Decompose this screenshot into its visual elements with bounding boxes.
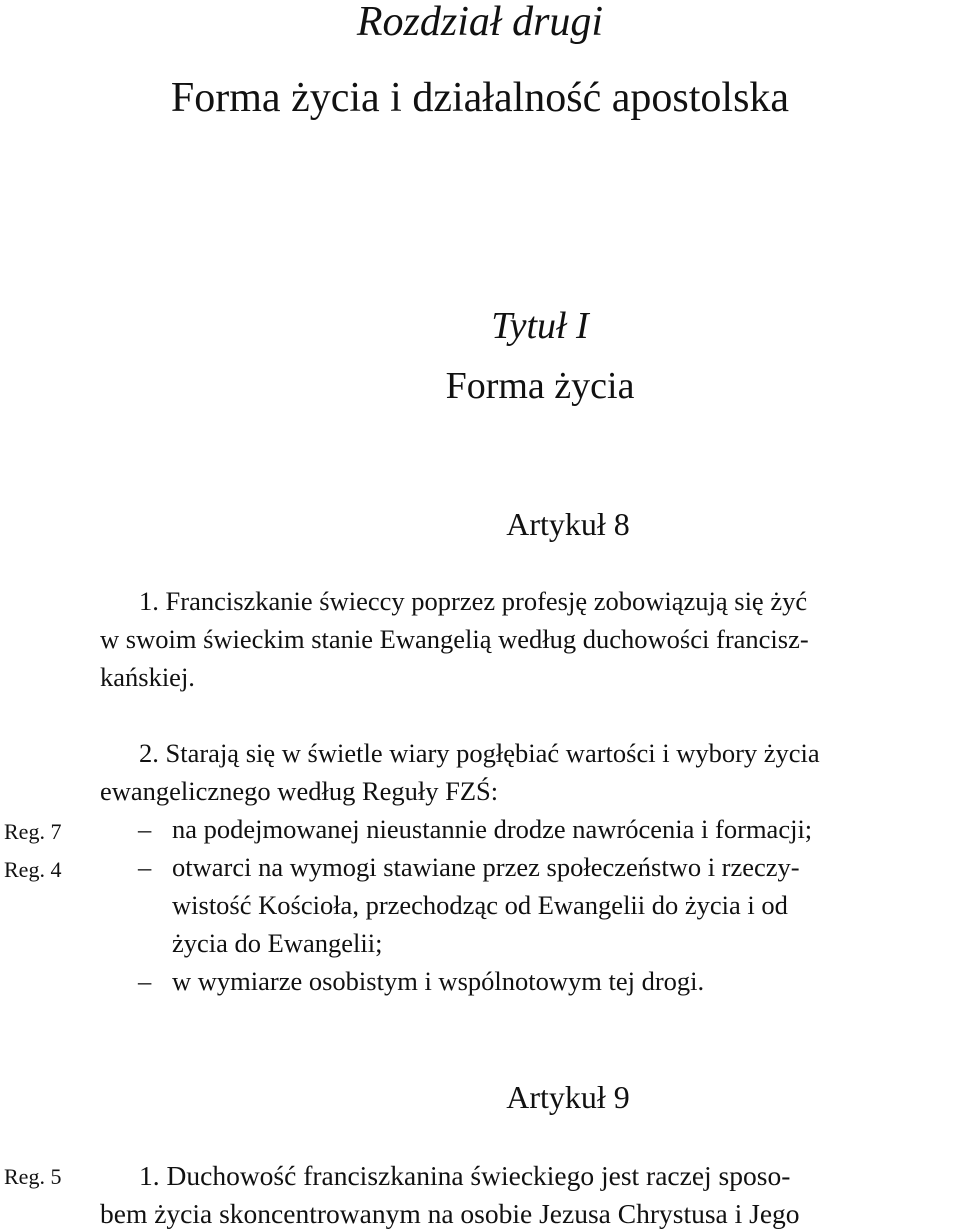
- dash-bullet: –: [138, 814, 152, 844]
- margin-ref-reg-5: Reg. 5: [4, 1164, 62, 1189]
- chapter-title: Forma życia i działalność apostolska: [170, 75, 790, 121]
- list-item-text: na podejmowanej nieustannie drodze nawrócenia i formacji;: [172, 814, 813, 844]
- title-name: Forma życia: [445, 365, 635, 407]
- list-item-text: otwarci na wymogi stawiane przez społeczeństwo i rzeczy-: [172, 852, 800, 882]
- article-9-p1-line: 1. Duchowość franciszkanina świeckiego jest raczej sposo-: [139, 1160, 791, 1191]
- article-9-p1-line: bem życia skoncentrowanym na osobie Jezusa Chrystusa i Jego: [100, 1198, 800, 1229]
- list-item-text: w wymiarze osobistym i wspólnotowym tej drogi.: [172, 966, 705, 996]
- margin-ref-reg-4: Reg. 4: [4, 857, 62, 882]
- article-8-p2-line: 2. Starają się w świetle wiary pogłębiać wartości i wybory życia: [139, 738, 820, 768]
- dash-bullet: –: [138, 966, 152, 996]
- list-item: [0, 852, 960, 888]
- article-8-heading: Artykuł 8: [506, 506, 630, 542]
- article-8-p2-line: ewangelicznego według Reguły FZŚ:: [100, 776, 499, 806]
- list-item: [0, 814, 960, 850]
- chapter-label: Rozdział drugi: [356, 0, 604, 45]
- dash-bullet: –: [138, 852, 152, 882]
- list-item-continuation: wistość Kościoła, przechodząc od Ewangelii do życia i od: [172, 890, 788, 920]
- article-9-heading: Artykuł 9: [506, 1079, 630, 1115]
- article-8-p1-line: kańskiej.: [100, 662, 195, 692]
- article-8-p1-line: 1. Franciszkanie świeccy poprzez profesję zobowiązują się żyć: [139, 586, 808, 616]
- article-8-p1-line: w swoim świeckim stanie Ewangelią według duchowości francisz-: [100, 624, 809, 654]
- list-item: [0, 966, 960, 1002]
- margin-ref-reg-7: Reg. 7: [4, 819, 62, 844]
- title-label: Tytuł I: [491, 305, 589, 347]
- list-item-continuation: życia do Ewangelii;: [172, 928, 383, 958]
